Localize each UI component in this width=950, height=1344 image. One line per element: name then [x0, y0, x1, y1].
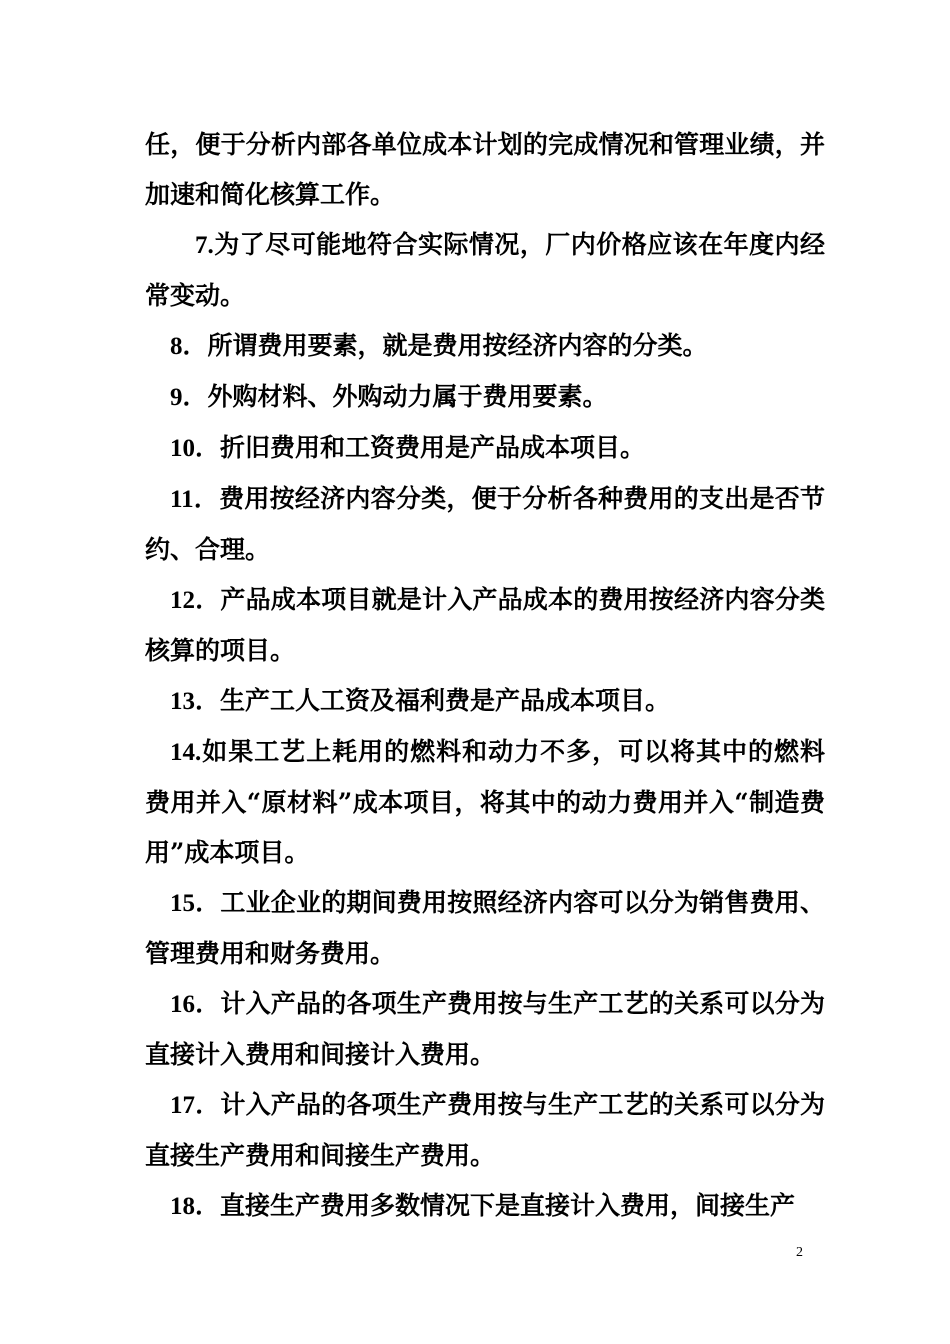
paragraph-item-7 — [145, 220, 825, 321]
item-number: 9． — [170, 384, 208, 411]
item-number: 11． — [170, 486, 220, 513]
paragraph-item-9 — [145, 372, 825, 423]
item-text: 如果工艺上耗用的燃料和动力不多，可以将其中的燃料费用并入“原材料”成本项目，将其中的动力费用并入“制造费用”成本项目。 — [145, 737, 825, 867]
item-number: 16． — [170, 991, 221, 1018]
item-text: 计入产品的各项生产费用按与生产工艺的关系可以分为直接生产费用和间接生产费用。 — [145, 1090, 825, 1170]
item-number: 17． — [170, 1092, 221, 1119]
paragraph-item-11 — [145, 474, 825, 575]
item-number: 15． — [170, 890, 221, 917]
document-body — [145, 120, 825, 1232]
item-number: 14. — [170, 739, 202, 766]
item-text: 计入产品的各项生产费用按与生产工艺的关系可以分为直接计入费用和间接计入费用。 — [145, 989, 825, 1069]
paragraph-item-12 — [145, 575, 825, 676]
item-text: 直接生产费用多数情况下是直接计入费用，间接生产 — [220, 1191, 796, 1220]
item-number: 13． — [170, 688, 221, 715]
paragraph-item-15 — [145, 878, 825, 979]
paragraph-continuation — [145, 120, 825, 220]
item-number: 18． — [170, 1193, 221, 1220]
paragraph-text: 任，便于分析内部各单位成本计划的完成情况和管理业绩，并加速和简化核算工作。 — [145, 130, 825, 209]
paragraph-item-10 — [145, 423, 825, 474]
item-text: 生产工人工资及福利费是产品成本项目。 — [220, 686, 671, 715]
paragraph-item-18 — [145, 1181, 825, 1232]
item-number: 8． — [170, 333, 208, 360]
item-number: 12． — [170, 587, 221, 614]
item-text: 折旧费用和工资费用是产品成本项目。 — [220, 433, 646, 462]
item-text: 外购材料、外购动力属于费用要素。 — [207, 382, 608, 411]
item-text: 费用按经济内容分类，便于分析各种费用的支出是否节约、合理。 — [145, 484, 825, 564]
paragraph-item-8 — [145, 321, 825, 372]
item-number: 10． — [170, 435, 221, 462]
paragraph-item-14 — [145, 727, 825, 878]
item-text: 为了尽可能地符合实际情况，厂内价格应该在年度内经常变动。 — [145, 230, 825, 310]
paragraph-item-17 — [145, 1080, 825, 1181]
item-number: 7. — [195, 232, 214, 259]
paragraph-item-13 — [145, 676, 825, 727]
item-text: 产品成本项目就是计入产品成本的费用按经济内容分类核算的项目。 — [145, 585, 825, 665]
paragraph-item-16 — [145, 979, 825, 1080]
item-text: 工业企业的期间费用按照经济内容可以分为销售费用、管理费用和财务费用。 — [145, 888, 825, 968]
item-text: 所谓费用要素，就是费用按经济内容的分类。 — [207, 331, 708, 360]
page-number: 2 — [796, 1245, 803, 1260]
